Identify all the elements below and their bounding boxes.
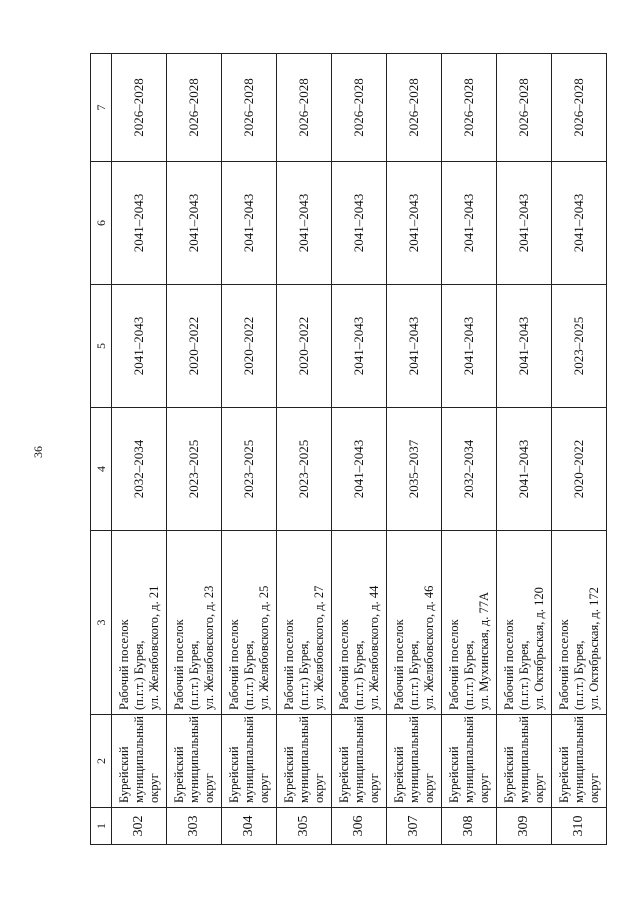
table-row — [277, 54, 332, 845]
district-cell-line: Бурейский — [171, 746, 186, 803]
period-cell-6: 2041–2043 — [552, 162, 607, 285]
period-cell-4: 2032–2034 — [442, 408, 497, 531]
column-header: 3 — [91, 531, 112, 715]
period-cell-7: 2026–2028 — [167, 54, 222, 162]
column-header: 4 — [91, 408, 112, 531]
period-cell-6: 2041–2043 — [277, 162, 332, 285]
period-cell-7: 2026–2028 — [387, 54, 442, 162]
address-cell — [167, 531, 222, 715]
period-cell-6: 2041–2043 — [222, 162, 277, 285]
period-cell-6: 2041–2043 — [112, 162, 167, 285]
address-cell-line: ул. Желябовского, д. 25 — [256, 585, 271, 710]
address-cell-line: (п.г.т.) Бурея, — [351, 640, 366, 710]
address-cell-line: (п.г.т.) Бурея, — [571, 640, 586, 710]
address-cell-line: (п.г.т.) Бурея, — [296, 640, 311, 710]
period-cell-5: 2041–2043 — [112, 285, 167, 408]
district-cell-line: муниципальный — [351, 716, 366, 803]
period-cell-4: 2041–2043 — [497, 408, 552, 531]
district-cell-line: округ — [476, 773, 491, 803]
district-cell-line: округ — [146, 773, 161, 803]
district-cell — [387, 715, 442, 808]
district-cell-line: Бурейский — [281, 746, 296, 803]
period-cell-5: 2023–2025 — [552, 285, 607, 408]
period-cell-5: 2020–2022 — [222, 285, 277, 408]
row-number: 305 — [277, 808, 332, 845]
period-cell-4: 2032–2034 — [112, 408, 167, 531]
district-cell-line: Бурейский — [501, 746, 516, 803]
period-cell-6: 2041–2043 — [497, 162, 552, 285]
district-cell-line: Бурейский — [226, 746, 241, 803]
district-cell-line: округ — [586, 773, 601, 803]
page-number: 36 — [31, 446, 45, 458]
table-row — [497, 54, 552, 845]
period-cell-6: 2041–2043 — [442, 162, 497, 285]
district-cell — [222, 715, 277, 808]
period-cell-6: 2041–2043 — [332, 162, 387, 285]
district-cell-line: округ — [421, 773, 436, 803]
district-cell-line: Бурейский — [116, 746, 131, 803]
district-cell — [442, 715, 497, 808]
period-cell-4: 2035–2037 — [387, 408, 442, 531]
period-cell-7: 2026–2028 — [277, 54, 332, 162]
address-cell-line: ул. Желябовского, д. 27 — [311, 585, 326, 710]
period-cell-5: 2041–2043 — [497, 285, 552, 408]
address-cell — [497, 531, 552, 715]
table-row — [222, 54, 277, 845]
district-cell-line: округ — [366, 773, 381, 803]
address-cell-line: Рабочий поселок — [501, 619, 516, 710]
period-cell-7: 2026–2028 — [112, 54, 167, 162]
period-cell-5: 2041–2043 — [442, 285, 497, 408]
row-number: 304 — [222, 808, 277, 845]
address-cell-line: Рабочий поселок — [556, 619, 571, 710]
address-cell-line: Рабочий поселок — [446, 619, 461, 710]
district-cell — [552, 715, 607, 808]
district-cell-line: муниципальный — [516, 716, 531, 803]
district-cell-line: муниципальный — [241, 716, 256, 803]
address-cell — [442, 531, 497, 715]
row-number: 307 — [387, 808, 442, 845]
district-cell-line: муниципальный — [406, 716, 421, 803]
column-header: 5 — [91, 285, 112, 408]
row-number: 306 — [332, 808, 387, 845]
address-cell-line: ул. Желябовского, д. 44 — [366, 585, 381, 710]
district-cell — [332, 715, 387, 808]
rotated-table-container — [90, 61, 605, 845]
table-header-row — [91, 54, 112, 845]
address-cell-line: (п.г.т.) Бурея, — [461, 640, 476, 710]
address-cell-line: Рабочий поселок — [391, 619, 406, 710]
row-number: 310 — [552, 808, 607, 845]
period-cell-7: 2026–2028 — [222, 54, 277, 162]
period-cell-5: 2041–2043 — [387, 285, 442, 408]
period-cell-7: 2026–2028 — [497, 54, 552, 162]
district-cell — [497, 715, 552, 808]
district-cell-line: округ — [531, 773, 546, 803]
district-cell-line: округ — [256, 773, 271, 803]
column-header: 1 — [91, 808, 112, 845]
address-cell-line: ул. Желябовского, д. 23 — [201, 585, 216, 710]
table-row — [167, 54, 222, 845]
address-cell-line: Рабочий поселок — [116, 619, 131, 710]
period-cell-4: 2023–2025 — [222, 408, 277, 531]
address-cell — [222, 531, 277, 715]
district-cell-line: муниципальный — [571, 716, 586, 803]
address-cell-line: Рабочий поселок — [171, 619, 186, 710]
district-cell-line: Бурейский — [336, 746, 351, 803]
period-cell-6: 2041–2043 — [387, 162, 442, 285]
row-number: 303 — [167, 808, 222, 845]
district-cell-line: округ — [201, 773, 216, 803]
address-cell-line: Рабочий поселок — [226, 619, 241, 710]
column-header: 6 — [91, 162, 112, 285]
period-cell-7: 2026–2028 — [332, 54, 387, 162]
district-cell-line: муниципальный — [296, 716, 311, 803]
district-cell — [167, 715, 222, 808]
row-number: 308 — [442, 808, 497, 845]
column-header: 2 — [91, 715, 112, 808]
row-number: 302 — [112, 808, 167, 845]
period-cell-7: 2026–2028 — [442, 54, 497, 162]
table-row — [442, 54, 497, 845]
address-cell-line: ул. Желябовского, д. 21 — [146, 585, 161, 710]
period-cell-5: 2020–2022 — [167, 285, 222, 408]
district-cell-line: муниципальный — [186, 716, 201, 803]
district-cell-line: муниципальный — [461, 716, 476, 803]
period-cell-5: 2020–2022 — [277, 285, 332, 408]
address-cell-line: ул. Октябрьская, д. 172 — [586, 587, 601, 710]
address-cell-line: Рабочий поселок — [281, 619, 296, 710]
district-cell — [277, 715, 332, 808]
district-cell-line: Бурейский — [391, 746, 406, 803]
address-cell — [112, 531, 167, 715]
district-cell — [112, 715, 167, 808]
column-header: 7 — [91, 54, 112, 162]
address-cell-line: Рабочий поселок — [336, 619, 351, 710]
period-cell-7: 2026–2028 — [552, 54, 607, 162]
period-cell-4: 2023–2025 — [277, 408, 332, 531]
address-cell — [332, 531, 387, 715]
table-row — [112, 54, 167, 845]
data-table — [90, 53, 607, 845]
address-cell-line: (п.г.т.) Бурея, — [516, 640, 531, 710]
address-cell-line: ул. Желябовского, д. 46 — [421, 585, 436, 710]
address-cell-line: (п.г.т.) Бурея, — [186, 640, 201, 710]
table-body — [112, 54, 607, 845]
district-cell-line: муниципальный — [131, 716, 146, 803]
address-cell-line: (п.г.т.) Бурея, — [406, 640, 421, 710]
row-number: 309 — [497, 808, 552, 845]
period-cell-4: 2041–2043 — [332, 408, 387, 531]
period-cell-4: 2020–2022 — [552, 408, 607, 531]
address-cell-line: (п.г.т.) Бурея, — [241, 640, 256, 710]
address-cell — [387, 531, 442, 715]
address-cell — [277, 531, 332, 715]
period-cell-6: 2041–2043 — [167, 162, 222, 285]
address-cell — [552, 531, 607, 715]
period-cell-4: 2023–2025 — [167, 408, 222, 531]
address-cell-line: ул. Мухинская, д. 77А — [476, 592, 491, 710]
district-cell-line: Бурейский — [446, 746, 461, 803]
address-cell-line: (п.г.т.) Бурея, — [131, 640, 146, 710]
district-cell-line: округ — [311, 773, 326, 803]
table-row — [332, 54, 387, 845]
district-cell-line: Бурейский — [556, 746, 571, 803]
table-row — [552, 54, 607, 845]
period-cell-5: 2041–2043 — [332, 285, 387, 408]
address-cell-line: ул. Октябрьская, д. 120 — [531, 587, 546, 710]
table-row — [387, 54, 442, 845]
